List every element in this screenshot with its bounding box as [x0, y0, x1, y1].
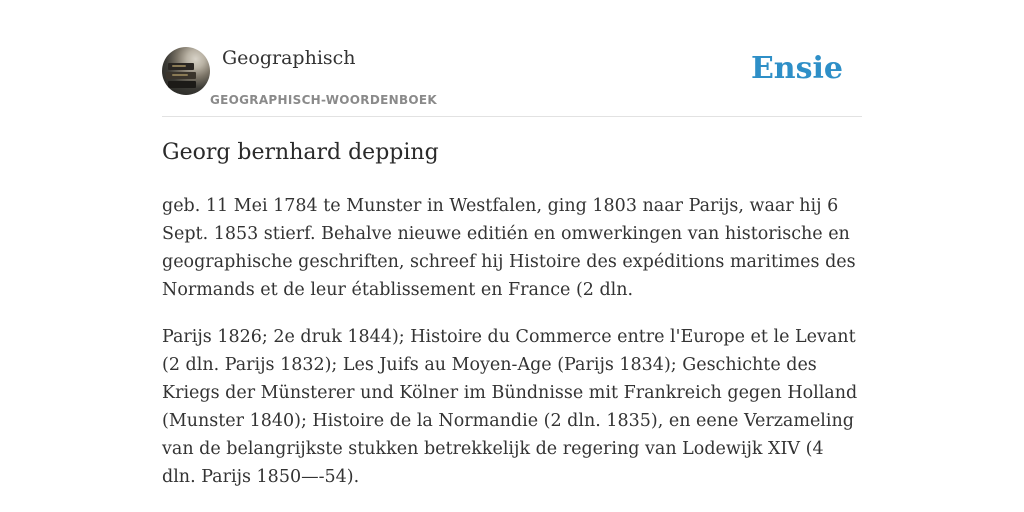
- site-name[interactable]: Geographisch: [222, 47, 356, 69]
- article-body: [162, 192, 862, 510]
- article-paragraph: geb. 11 Mei 1784 te Munster in Westfalen, ging 1803 naar Parijs, waar hij 6 Sept. 1853 stierf. Behalve nieuwe editién en omwerkingen van historische en geographische geschriften, schreef hij Histoire des expéditions maritimes des Normands et de leur établissement en France (2 dln.: [162, 196, 856, 300]
- header: [162, 46, 862, 117]
- brand-logo[interactable]: Ensie: [750, 51, 843, 86]
- article-paragraph: Parijs 1826; 2e druk 1844); Histoire du Commerce entre l'Europe et le Levant (2 dln. Parijs 1832); Les Juifs au Moyen-Age (Parijs 1834); Geschichte des Kriegs der Münsterer und Kölner im Bündnisse mit Frankreich gegen Holland (Munster 1840); Histoire de la Normandie (2 dln. 1835), en eene Verzameling van de belangrijkste stukken betrekkelijk de regering van Lodewijk XIV (4 dln. Parijs 1850—-54).: [162, 327, 858, 487]
- books-avatar-icon[interactable]: [162, 47, 210, 95]
- article-title: Georg bernhard depping: [162, 140, 439, 165]
- dictionary-name[interactable]: GEOGRAPHISCH-WOORDENBOEK: [210, 93, 437, 107]
